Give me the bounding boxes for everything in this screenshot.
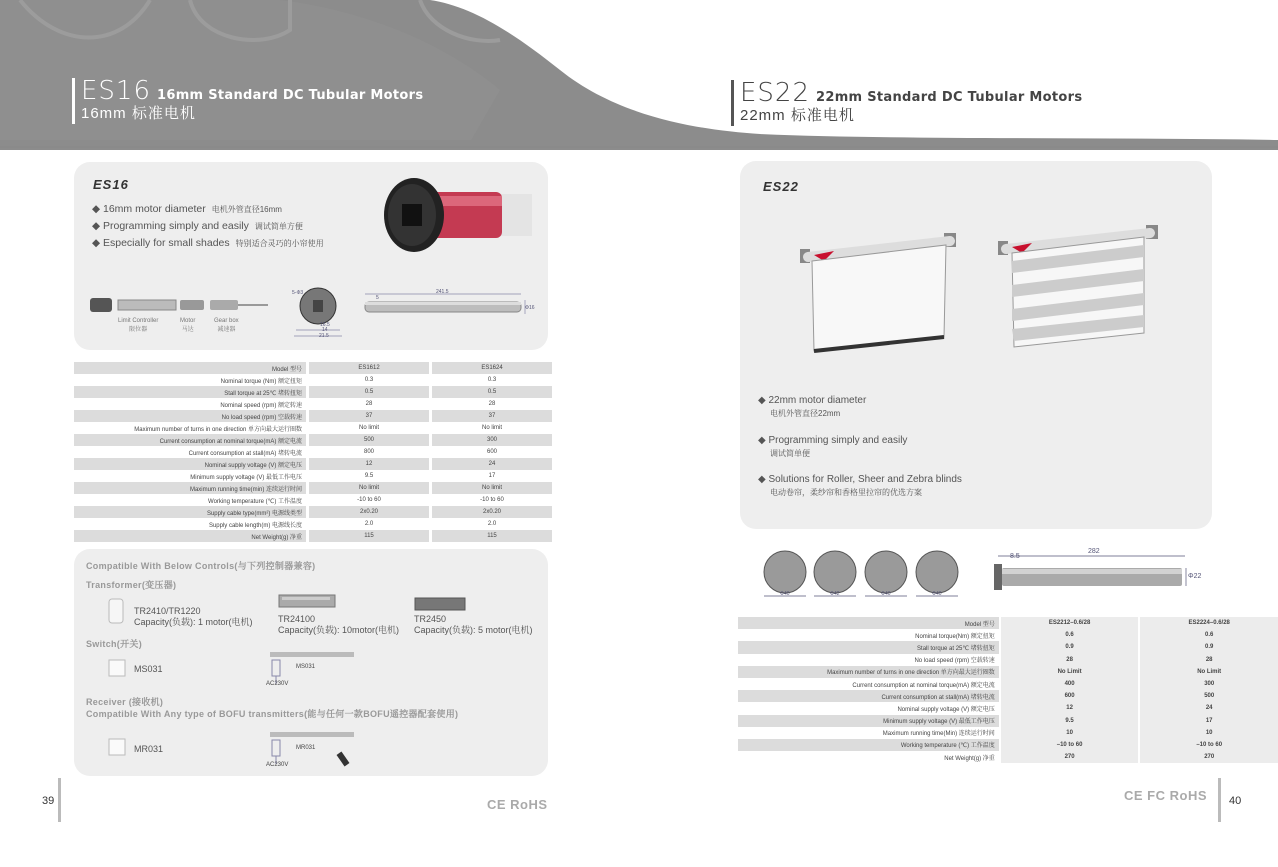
spec-row: [738, 678, 1278, 690]
right-cert-logos: CE FC RoHS: [1124, 788, 1207, 803]
spec-value: 28: [1000, 654, 1140, 666]
left-cert-logos: CE RoHS: [487, 797, 548, 812]
spec-label: Model 型号: [738, 617, 1000, 629]
spec-value: 270: [1000, 751, 1140, 763]
spec-value: 0.5: [308, 386, 431, 398]
spec-label: Maximum running time(min) 连续运行时间: [74, 482, 308, 494]
head-dim-label: Φ42: [830, 591, 840, 597]
compat-panel: [74, 549, 548, 776]
receiver-model: MR031: [134, 744, 164, 754]
spec-value: 600: [431, 446, 553, 458]
switch-wiring-diagram: [268, 650, 364, 684]
spec-value: 28: [1139, 654, 1278, 666]
compat-heading: Compatible With Below Controls(与下列控制器兼容): [86, 561, 316, 571]
spec-label: Stall torque at 25℃ 堵转扭矩: [74, 386, 308, 398]
spec-label: Working temperature (℃) 工作温度: [738, 739, 1000, 751]
roller-blind-image: [798, 231, 964, 357]
spec-value: 10: [1139, 727, 1278, 739]
spec-value: 2.0: [431, 518, 553, 530]
spec-label: Current consumption at stall(mA) 堵转电流: [74, 446, 308, 458]
spec-value: 0.3: [308, 374, 431, 386]
spec-row: [74, 362, 552, 374]
spec-row: [738, 739, 1278, 751]
es16-product-panel: [74, 162, 548, 350]
dim-label: 14: [322, 327, 328, 333]
part-label-limit: Limit Controller 限位器: [118, 318, 159, 333]
transformer-item: TR2450 Capacity(负载): 5 motor(电机): [414, 614, 533, 635]
spec-value: 37: [308, 410, 431, 422]
spec-label: Current consumption at stall(mA) 堵转电流: [738, 690, 1000, 702]
spec-value: 115: [308, 530, 431, 542]
left-footer-rule: [58, 778, 61, 822]
dim-label: 21.5: [319, 333, 329, 339]
spec-value: -10 to 60: [308, 494, 431, 506]
head-dim-label: Φ40: [780, 591, 790, 597]
spec-value: ES1624: [431, 362, 553, 374]
spec-value: No limit: [308, 422, 431, 434]
spec-value: ES2224–0.6/28: [1139, 617, 1278, 629]
right-header-title: [731, 80, 1082, 126]
spec-label: Nominal supply voltage (V) 额定电压: [74, 458, 308, 470]
tube-dim-label: 8.5: [1010, 553, 1020, 560]
spec-value: -10 to 60: [431, 494, 553, 506]
spec-value: 115: [431, 530, 553, 542]
spec-value: 12: [308, 458, 431, 470]
transformer-item: TR2410/TR1220 Capacity(负载): 1 motor(电机): [134, 606, 253, 627]
spec-row: [74, 482, 552, 494]
right-title-cn: 22mm 标准电机: [740, 107, 855, 124]
spec-value: 17: [1139, 715, 1278, 727]
spec-value: 0.5: [431, 386, 553, 398]
spec-value: 2.0: [308, 518, 431, 530]
spec-value: 500: [308, 434, 431, 446]
spec-value: 300: [1139, 678, 1278, 690]
spec-value: –10 to 60: [1139, 739, 1278, 751]
spec-row: [74, 518, 552, 530]
spec-value: 28: [431, 398, 553, 410]
spec-value: 800: [308, 446, 431, 458]
spec-label: Supply cable length(m) 电源线长度: [74, 518, 308, 530]
spec-value: 24: [431, 458, 553, 470]
spec-row: [74, 458, 552, 470]
spec-label: Model 型号: [74, 362, 308, 374]
spec-value: No limit: [308, 482, 431, 494]
spec-value: 2x0.20: [308, 506, 431, 518]
spec-row: [738, 702, 1278, 714]
spec-value: 0.6: [1000, 629, 1140, 641]
spec-row: [738, 617, 1278, 629]
spec-value: 300: [431, 434, 553, 446]
dim-label: Φ16: [525, 305, 535, 311]
tube-dim-label: Φ22: [1188, 573, 1202, 580]
spec-value: No Limit: [1000, 666, 1140, 678]
spec-label: Net Weight(g) 净重: [738, 751, 1000, 763]
spec-value: 12: [1000, 702, 1140, 714]
es16-parts-diagram: [88, 294, 270, 320]
spec-label: Maximum running time(Min) 连续运行时间: [738, 727, 1000, 739]
switch-icon: [108, 659, 126, 677]
head-dim-label: Φ40: [932, 591, 942, 597]
spec-value: 0.3: [431, 374, 553, 386]
es22-bullet: ◆ 22mm motor diameter 电机外管直径22mm: [758, 395, 867, 418]
es22-spec-table: [738, 617, 1278, 763]
left-title-cn: 16mm 标准电机: [81, 105, 196, 122]
receiver-ac-label: AC230V: [266, 762, 289, 768]
spec-value: 9.5: [1000, 715, 1140, 727]
spec-row: [738, 751, 1278, 763]
es16-bullet: ◆ Especially for small shades 特别适合灵巧的小帘使用: [92, 237, 324, 249]
header-band: [0, 0, 1278, 150]
spec-value: 500: [1139, 690, 1278, 702]
transformer-icon: [414, 597, 466, 611]
dim-label: 241.5: [436, 289, 449, 295]
right-title-en: 22mm Standard DC Tubular Motors: [816, 90, 1083, 105]
spec-row: [74, 374, 552, 386]
right-page-number: 40: [1229, 795, 1242, 807]
left-title-en: 16mm Standard DC Tubular Motors: [157, 88, 424, 103]
spec-row: [738, 629, 1278, 641]
part-label-motor: Motor 马达: [180, 318, 196, 333]
spec-value: 2x0.20: [431, 506, 553, 518]
spec-value: 0.9: [1139, 641, 1278, 653]
switch-ac-label: AC230V: [266, 681, 289, 687]
spec-row: [738, 690, 1278, 702]
spec-value: ES2212–0.6/28: [1000, 617, 1140, 629]
spec-row: [74, 386, 552, 398]
switch-heading: Switch(开关): [86, 639, 142, 649]
spec-row: [74, 434, 552, 446]
switch-wiring-label: MS031: [296, 664, 316, 670]
spec-value: ES1612: [308, 362, 431, 374]
es16-spec-table: [74, 362, 552, 542]
receiver-subheading: Compatible With Any type of BOFU transmitters(能与任何一款BOFU遥控器配套使用): [86, 709, 459, 719]
spec-row: [74, 398, 552, 410]
spec-value: 37: [431, 410, 553, 422]
spec-row: [738, 641, 1278, 653]
right-model-code: ES22: [740, 78, 811, 108]
spec-value: 0.9: [1000, 641, 1140, 653]
dim-label: 16.5: [320, 322, 330, 328]
es16-bullet: ◆ Programming simply and easily 调试简单方便: [92, 220, 303, 232]
spec-label: No load speed (rpm) 空载转速: [74, 410, 308, 422]
spec-row: [74, 470, 552, 482]
spec-label: Net Weight(g) 净重: [74, 530, 308, 542]
spec-value: 28: [308, 398, 431, 410]
spec-row: [738, 654, 1278, 666]
es22-tube-drawing: [990, 550, 1190, 594]
spec-label: Working temperature (℃) 工作温度: [74, 494, 308, 506]
right-footer-rule: [1218, 778, 1221, 822]
spec-row: [738, 715, 1278, 727]
es16-bullet: ◆ 16mm motor diameter 电机外管直径16mm: [92, 203, 282, 215]
receiver-heading: Receiver (接收机): [86, 697, 164, 707]
es22-bullet: ◆ Programming simply and easily 调试简单便: [758, 435, 908, 458]
es16-motor-image: [382, 174, 532, 254]
spec-label: Supply cable type(mm²) 电源线类型: [74, 506, 308, 518]
spec-row: [74, 422, 552, 434]
es16-panel-title: ES16: [93, 177, 129, 192]
spec-value: 0.6: [1139, 629, 1278, 641]
spec-label: Nominal speed (rpm) 额定转速: [74, 398, 308, 410]
spec-label: Nominal torque(Nm) 额定扭矩: [738, 629, 1000, 641]
spec-row: [74, 494, 552, 506]
es22-panel-title: ES22: [763, 179, 799, 194]
tube-dim-label: 282: [1088, 548, 1100, 555]
receiver-icon: [108, 738, 126, 756]
spec-value: No limit: [431, 422, 553, 434]
left-page-number: 39: [42, 795, 55, 807]
spec-row: [74, 410, 552, 422]
es22-bullet: ◆ Solutions for Roller, Sheer and Zebra blinds 电动卷帘，柔纱帘和香格里拉帘的优选方案: [758, 474, 962, 497]
dim-label: 5: [376, 295, 379, 301]
part-label-gearbox: Gear box 减速器: [214, 318, 239, 333]
spec-value: No limit: [431, 482, 553, 494]
transformer-item: TR24100 Capacity(负载): 10motor(电机): [278, 614, 400, 635]
spec-value: 600: [1000, 690, 1140, 702]
spec-label: Nominal supply voltage (V) 额定电压: [738, 702, 1000, 714]
spec-label: Current consumption at nominal torque(mA) 额定电流: [74, 434, 308, 446]
spec-value: No Limit: [1139, 666, 1278, 678]
transformer-icon: [278, 593, 336, 609]
left-model-code: ES16: [81, 76, 152, 106]
transformer-heading: Transformer(变压器): [86, 580, 177, 590]
zebra-blind-image: [996, 223, 1162, 353]
head-dim-label: Φ40: [881, 591, 891, 597]
left-header-title: [72, 78, 423, 124]
spec-value: –10 to 60: [1000, 739, 1140, 751]
spec-row: [74, 530, 552, 542]
switch-model: MS031: [134, 664, 163, 674]
es22-product-panel: [740, 161, 1212, 529]
spec-label: Minimum supply voltage (V) 最低工作电压: [74, 470, 308, 482]
spec-value: 270: [1139, 751, 1278, 763]
spec-label: Maximum number of turns in one direction 单方向最大运行圈数: [738, 666, 1000, 678]
spec-label: Current consumption at nominal torque(mA) 额定电流: [738, 678, 1000, 690]
spec-label: Minimum supply voltage (V) 最低工作电压: [738, 715, 1000, 727]
spec-value: 400: [1000, 678, 1140, 690]
spec-label: Maximum number of turns in one direction 单方向最大运行圈数: [74, 422, 308, 434]
spec-label: No load speed (rpm) 空载转速: [738, 654, 1000, 666]
spec-value: 9.5: [308, 470, 431, 482]
spec-row: [738, 666, 1278, 678]
spec-value: 17: [431, 470, 553, 482]
spec-row: [74, 446, 552, 458]
transformer-icon: [108, 598, 124, 624]
spec-row: [74, 506, 552, 518]
spec-label: Stall torque at 25℃ 堵转扭矩: [738, 641, 1000, 653]
spec-value: 10: [1000, 727, 1140, 739]
receiver-wiring-label: MR031: [296, 745, 316, 751]
spec-label: Nominal torque (Nm) 额定扭矩: [74, 374, 308, 386]
dim-label: 5-Φ3: [292, 290, 304, 296]
spec-row: [738, 727, 1278, 739]
spec-value: 24: [1139, 702, 1278, 714]
